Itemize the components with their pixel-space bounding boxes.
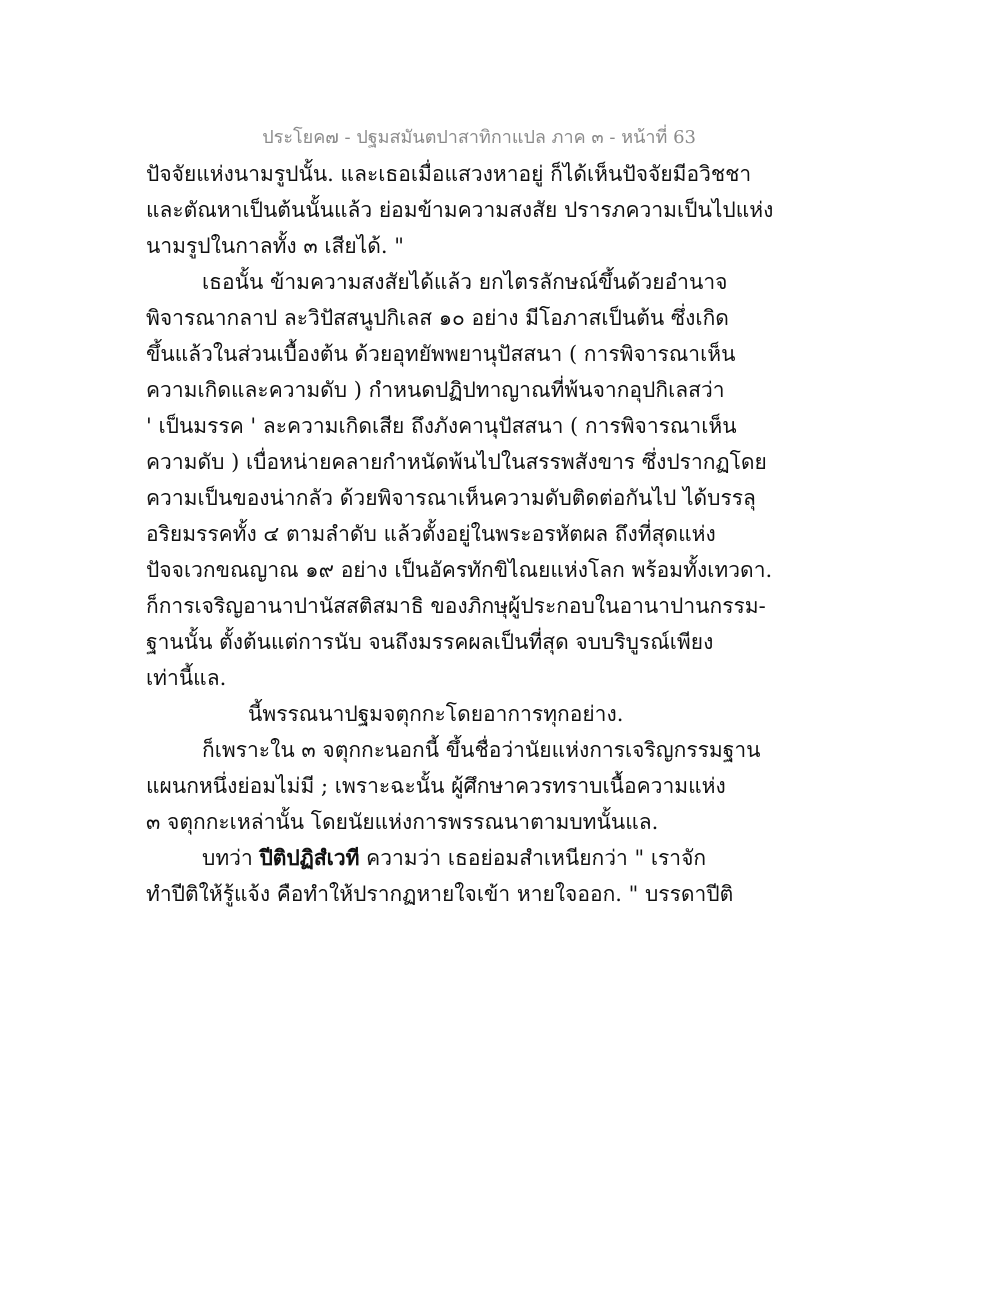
text-line: นามรูปในกาลทั้ง ๓ เสียได้. " — [146, 234, 404, 258]
text-line: และตัณหาเป็นต้นนั้นแล้ว ย่อมข้ามความสงสัย ปรารภความเป็นไปแห่ง — [146, 198, 774, 222]
section-closing-line: นี้พรรณนาปฐมจตุกกะโดยอาการทุกอย่าง. — [248, 702, 624, 726]
text-span: ความว่า เธอย่อมสำเหนียกว่า " เราจัก — [359, 846, 707, 870]
running-header: ประโยค๗ - ปฐมสมันตปาสาทิกาแปล ภาค ๓ - หน้าที่ 63 — [262, 127, 696, 148]
text-line: ก็การเจริญอานาปานัสสติสมาธิ ของภิกษุผู้ประกอบในอานาปานกรรม- — [146, 594, 766, 618]
text-line: ฐานนั้น ตั้งต้นแต่การนับ จนถึงมรรคผลเป็นที่สุด จบบริบูรณ์เพียง — [146, 630, 714, 654]
text-line: ๓ จตุกกะเหล่านั้น โดยนัยแห่งการพรรณนาตามบทนั้นแล. — [146, 810, 659, 834]
text-line: ขึ้นแล้วในส่วนเบื้องต้น ด้วยอุทยัพพยานุปัสสนา ( การพิจารณาเห็น — [146, 342, 736, 366]
text-line: ปัจจัยแห่งนามรูปนั้น. และเธอเมื่อแสวงหาอยู่ ก็ได้เห็นปัจจัยมีอวิชชา — [146, 162, 752, 186]
text-line: ความเกิดและความดับ ) กำหนดปฏิปทาญาณที่พ้นจากอุปกิเลสว่า — [146, 378, 725, 402]
text-line: ความเป็นของน่ากลัว ด้วยพิจารณาเห็นความดับติดต่อกันไป ได้บรรลุ — [146, 486, 756, 510]
paragraph-first-line: เธอนั้น ข้ามความสงสัยได้แล้ว ยกไตรลักษณ์ขึ้นด้วยอำนาจ — [202, 270, 728, 294]
text-line: ทำปีติให้รู้แจ้ง คือทำให้ปรากฏหายใจเข้า หายใจออก. " บรรดาปีติ — [146, 882, 734, 906]
text-line: ปัจจเวกขณญาณ ๑๙ อย่าง เป็นอัครทักขิไณยแห่งโลก พร้อมทั้งเทวดา. — [146, 558, 773, 582]
text-line: ความดับ ) เบื่อหน่ายคลายกำหนัดพ้นไปในสรรพสังขาร ซึ่งปรากฏโดย — [146, 450, 767, 474]
text-line: เท่านี้แล. — [146, 666, 227, 690]
text-line: ' เป็นมรรค ' ละความเกิดเสีย ถึงภังคานุปัสสนา ( การพิจารณาเห็น — [146, 414, 737, 438]
text-line: พิจารณากลาป ละวิปัสสนูปกิเลส ๑๐ อย่าง มีโอภาสเป็นต้น ซึ่งเกิด — [146, 306, 729, 330]
text-line: แผนกหนึ่งย่อมไม่มี ; เพราะฉะนั้น ผู้ศึกษาควรทราบเนื้อความแห่ง — [146, 774, 726, 798]
text-line: อริยมรรคทั้ง ๔ ตามลำดับ แล้วตั้งอยู่ในพระอรหัตผล ถึงที่สุดแห่ง — [146, 522, 716, 546]
paragraph-first-line: ก็เพราะใน ๓ จตุกกะนอกนี้ ขึ้นชื่อว่านัยแห่งการเจริญกรรมฐาน — [202, 738, 761, 762]
body-text — [146, 156, 774, 912]
paragraph-first-line — [146, 840, 736, 876]
text-span: บทว่า — [202, 846, 260, 870]
bold-term: ปีติปฏิสํเวที — [259, 845, 360, 870]
